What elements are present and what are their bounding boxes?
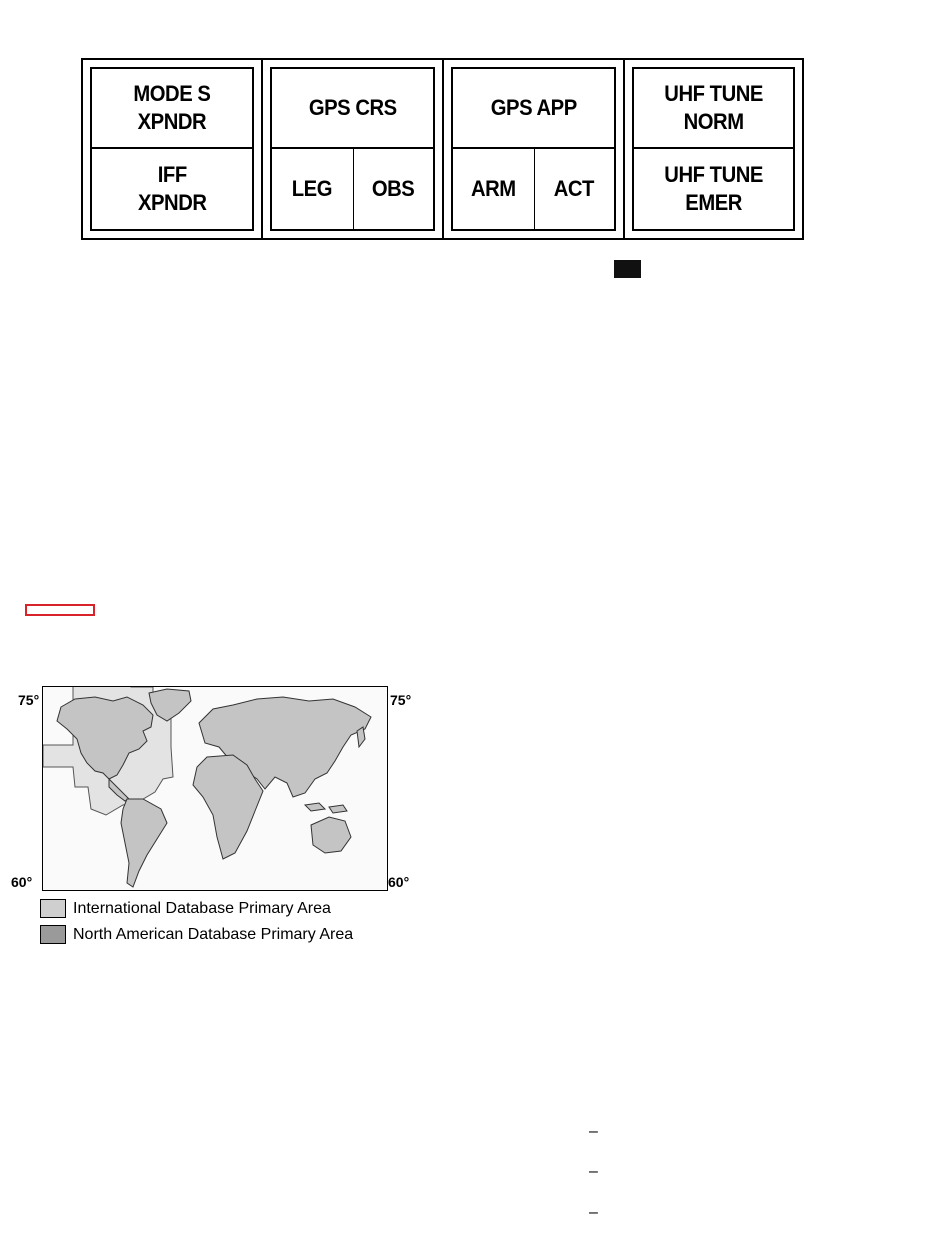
dash-mark: – <box>589 1204 598 1221</box>
gps-app-annunciator <box>444 60 625 238</box>
obs-light[interactable] <box>353 149 434 229</box>
gps-crs-mode-row <box>272 149 433 229</box>
annunciator-panel <box>81 58 804 240</box>
arm-light[interactable] <box>453 149 534 229</box>
gps-app-light[interactable] <box>453 69 614 149</box>
uhf-tune-emer-light[interactable] <box>634 149 793 229</box>
south-america-landmass <box>121 799 167 887</box>
gps-crs-label: GPS CRS <box>308 95 397 120</box>
legend-item-international <box>40 899 331 918</box>
obs-label: OBS <box>372 176 415 201</box>
legend-item-north-american <box>40 925 353 944</box>
uhf-tune-annunciator-face <box>632 67 795 231</box>
xpndr-label: XPNDR <box>137 190 207 215</box>
uhf-tune-label: UHF TUNE <box>664 162 763 187</box>
uhf-tune-norm-light[interactable] <box>634 69 793 149</box>
uhf-tune-label: UHF TUNE <box>664 81 763 106</box>
mode-s-xpndr-light[interactable] <box>92 69 252 149</box>
black-marker <box>614 260 641 278</box>
world-map-image <box>43 687 388 891</box>
islands-landmass <box>305 803 347 813</box>
transponder-annunciator-face <box>90 67 254 231</box>
mode-s-label: MODE S <box>133 81 211 106</box>
norm-label: NORM <box>683 109 744 134</box>
japan-landmass <box>357 727 365 747</box>
database-coverage-map-figure <box>8 668 428 958</box>
act-label: ACT <box>554 176 595 201</box>
transponder-annunciator <box>83 60 263 238</box>
uhf-tune-annunciator <box>625 60 802 238</box>
legend-label-north-american: North American Database Primary Area <box>73 925 354 943</box>
world-map <box>42 686 388 891</box>
latitude-label-bottom-left: 60° <box>11 874 33 890</box>
legend-swatch-north-american <box>40 925 66 944</box>
australia-landmass <box>311 817 351 853</box>
gps-app-label: GPS APP <box>490 95 577 120</box>
latitude-label-top-left: 75° <box>18 692 40 708</box>
iff-label: IFF <box>157 162 187 187</box>
gps-app-annunciator-face <box>451 67 616 231</box>
xpndr-label: XPNDR <box>137 109 207 134</box>
dash-mark: – <box>589 1123 598 1140</box>
latitude-label-top-right: 75° <box>390 692 412 708</box>
iff-xpndr-light[interactable] <box>92 149 252 229</box>
legend-swatch-international <box>40 899 66 918</box>
red-highlight-box <box>25 604 95 616</box>
leg-label: LEG <box>292 176 333 201</box>
gps-crs-annunciator-face <box>270 67 435 231</box>
arm-label: ARM <box>470 176 516 201</box>
act-light[interactable] <box>534 149 615 229</box>
legend-label-international: International Database Primary Area <box>73 899 331 917</box>
gps-crs-annunciator <box>263 60 444 238</box>
dash-mark: – <box>589 1163 598 1180</box>
leg-light[interactable] <box>272 149 353 229</box>
gps-crs-light[interactable] <box>272 69 433 149</box>
gps-app-mode-row <box>453 149 614 229</box>
latitude-label-bottom-right: 60° <box>388 874 410 890</box>
emer-label: EMER <box>685 190 742 215</box>
